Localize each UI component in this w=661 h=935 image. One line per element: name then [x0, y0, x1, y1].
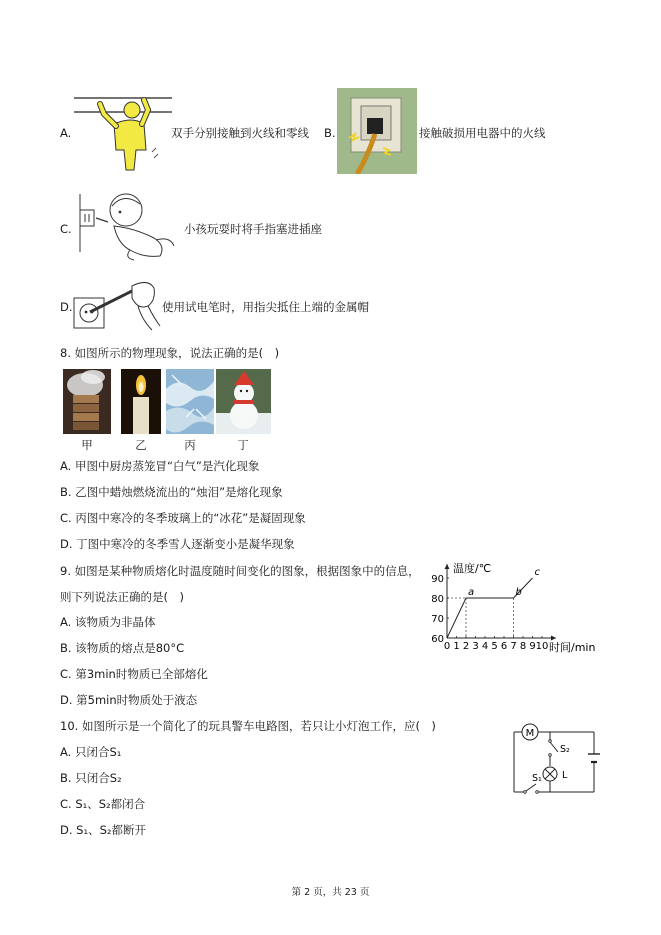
q8-option-d: D. 丁图中寒冷的冬季雪人逐渐变小是凝华现象 — [60, 537, 295, 551]
toy-police-car-circuit-diagram — [506, 718, 602, 796]
point-label-c: c — [534, 567, 540, 578]
photo-label-ding: 丁 — [237, 438, 249, 452]
q10-option-b: B. 只闭合S₂ — [60, 771, 122, 785]
x-tick-label: 8 — [519, 641, 527, 652]
y-tick-label: 80 — [431, 594, 444, 605]
q8-stem: 8. 如图所示的物理现象，说法正确的是( ) — [60, 346, 280, 360]
damaged-appliance-photo — [337, 88, 417, 174]
chart-x-axis-label: 时间/min — [549, 641, 596, 654]
photo-label-bing: 丙 — [184, 438, 196, 452]
child-finger-in-socket-illustration — [74, 192, 184, 262]
y-axis-arrow — [445, 564, 450, 569]
photo-label-jia: 甲 — [81, 438, 93, 452]
lamp-label: L — [562, 770, 568, 781]
option-letter: D. — [60, 300, 73, 314]
person-touching-wires-illustration — [74, 92, 174, 174]
q9-stem-line1: 9. 如图是某种物质熔化时温度随时间变化的图象，根据图象中的信息， — [60, 564, 420, 578]
switch-s2 — [550, 742, 558, 752]
option-letter: C. — [60, 222, 72, 236]
switch-s2-label: S₂ — [560, 744, 570, 755]
x-tick-label: 4 — [481, 641, 489, 652]
snowman-photo — [216, 369, 271, 434]
option-text: 小孩玩耍时将手指塞进插座 — [184, 222, 322, 236]
window-ice-flower-photo — [166, 369, 214, 434]
steaming-basket-photo — [63, 369, 111, 434]
option-text: 接触破损用电器中的火线 — [419, 126, 546, 140]
q8-option-c: C. 丙图中寒冷的冬季玻璃上的“冰花”是凝固现象 — [60, 511, 306, 525]
x-tick-label: 1 — [453, 641, 460, 652]
x-tick-label: 2 — [462, 641, 470, 652]
x-tick-label: 3 — [472, 641, 479, 652]
option-letter: A. — [60, 126, 72, 140]
test-pen-usage-illustration — [72, 276, 162, 334]
y-tick-label: 70 — [431, 614, 444, 625]
q10-stem: 10. 如图所示是一个简化了的玩具警车电路图，若只让小灯泡工作，应( ) — [60, 719, 436, 733]
candle-photo — [121, 369, 161, 434]
y-tick-label: 90 — [431, 574, 444, 585]
x-tick-label: 10 — [535, 641, 549, 652]
option-text: 双手分别接触到火线和零线 — [171, 126, 309, 140]
x-axis-arrow — [551, 636, 556, 641]
y-tick-label: 60 — [431, 634, 444, 645]
switch-s1-label: S₁ — [532, 773, 542, 784]
point-label-b: b — [515, 587, 522, 598]
q9-stem-line2: 则下列说法正确的是( ) — [60, 590, 184, 604]
q10-option-c: C. S₁、S₂都闭合 — [60, 797, 146, 811]
q9-option-a: A. 该物质为非晶体 — [60, 615, 156, 629]
q9-option-d: D. 第5min时物质处于液态 — [60, 693, 198, 707]
point-label-a: a — [468, 587, 475, 598]
photo-label-yi: 乙 — [135, 438, 147, 452]
x-tick-label: 9 — [529, 641, 536, 652]
q9-option-c: C. 第3min时物质已全部熔化 — [60, 667, 208, 681]
chart-tick-labels — [431, 574, 548, 652]
option-text: 使用试电笔时，用指尖抵住上端的金属帽 — [162, 300, 369, 314]
page-footer: 第 2 页，共 23 页 — [291, 887, 370, 898]
switch-s1 — [526, 784, 536, 791]
melting-temperature-chart — [425, 558, 610, 658]
x-tick-label: 5 — [491, 641, 498, 652]
chart-y-axis-label: 温度/℃ — [453, 562, 492, 575]
q8-option-b: B. 乙图中蜡烛燃烧流出的“烛泪”是熔化现象 — [60, 485, 283, 499]
option-letter: B. — [324, 126, 336, 140]
x-tick-label: 7 — [510, 641, 517, 652]
motor-label: M — [525, 728, 535, 739]
q8-option-a: A. 甲图中厨房蒸笼冒“白气”是汽化现象 — [60, 459, 260, 473]
q10-option-a: A. 只闭合S₁ — [60, 745, 122, 759]
x-tick-label: 0 — [443, 641, 451, 652]
x-tick-label: 6 — [500, 641, 508, 652]
q9-option-b: B. 该物质的熔点是80°C — [60, 641, 185, 655]
q10-option-d: D. S₁、S₂都断开 — [60, 823, 146, 837]
